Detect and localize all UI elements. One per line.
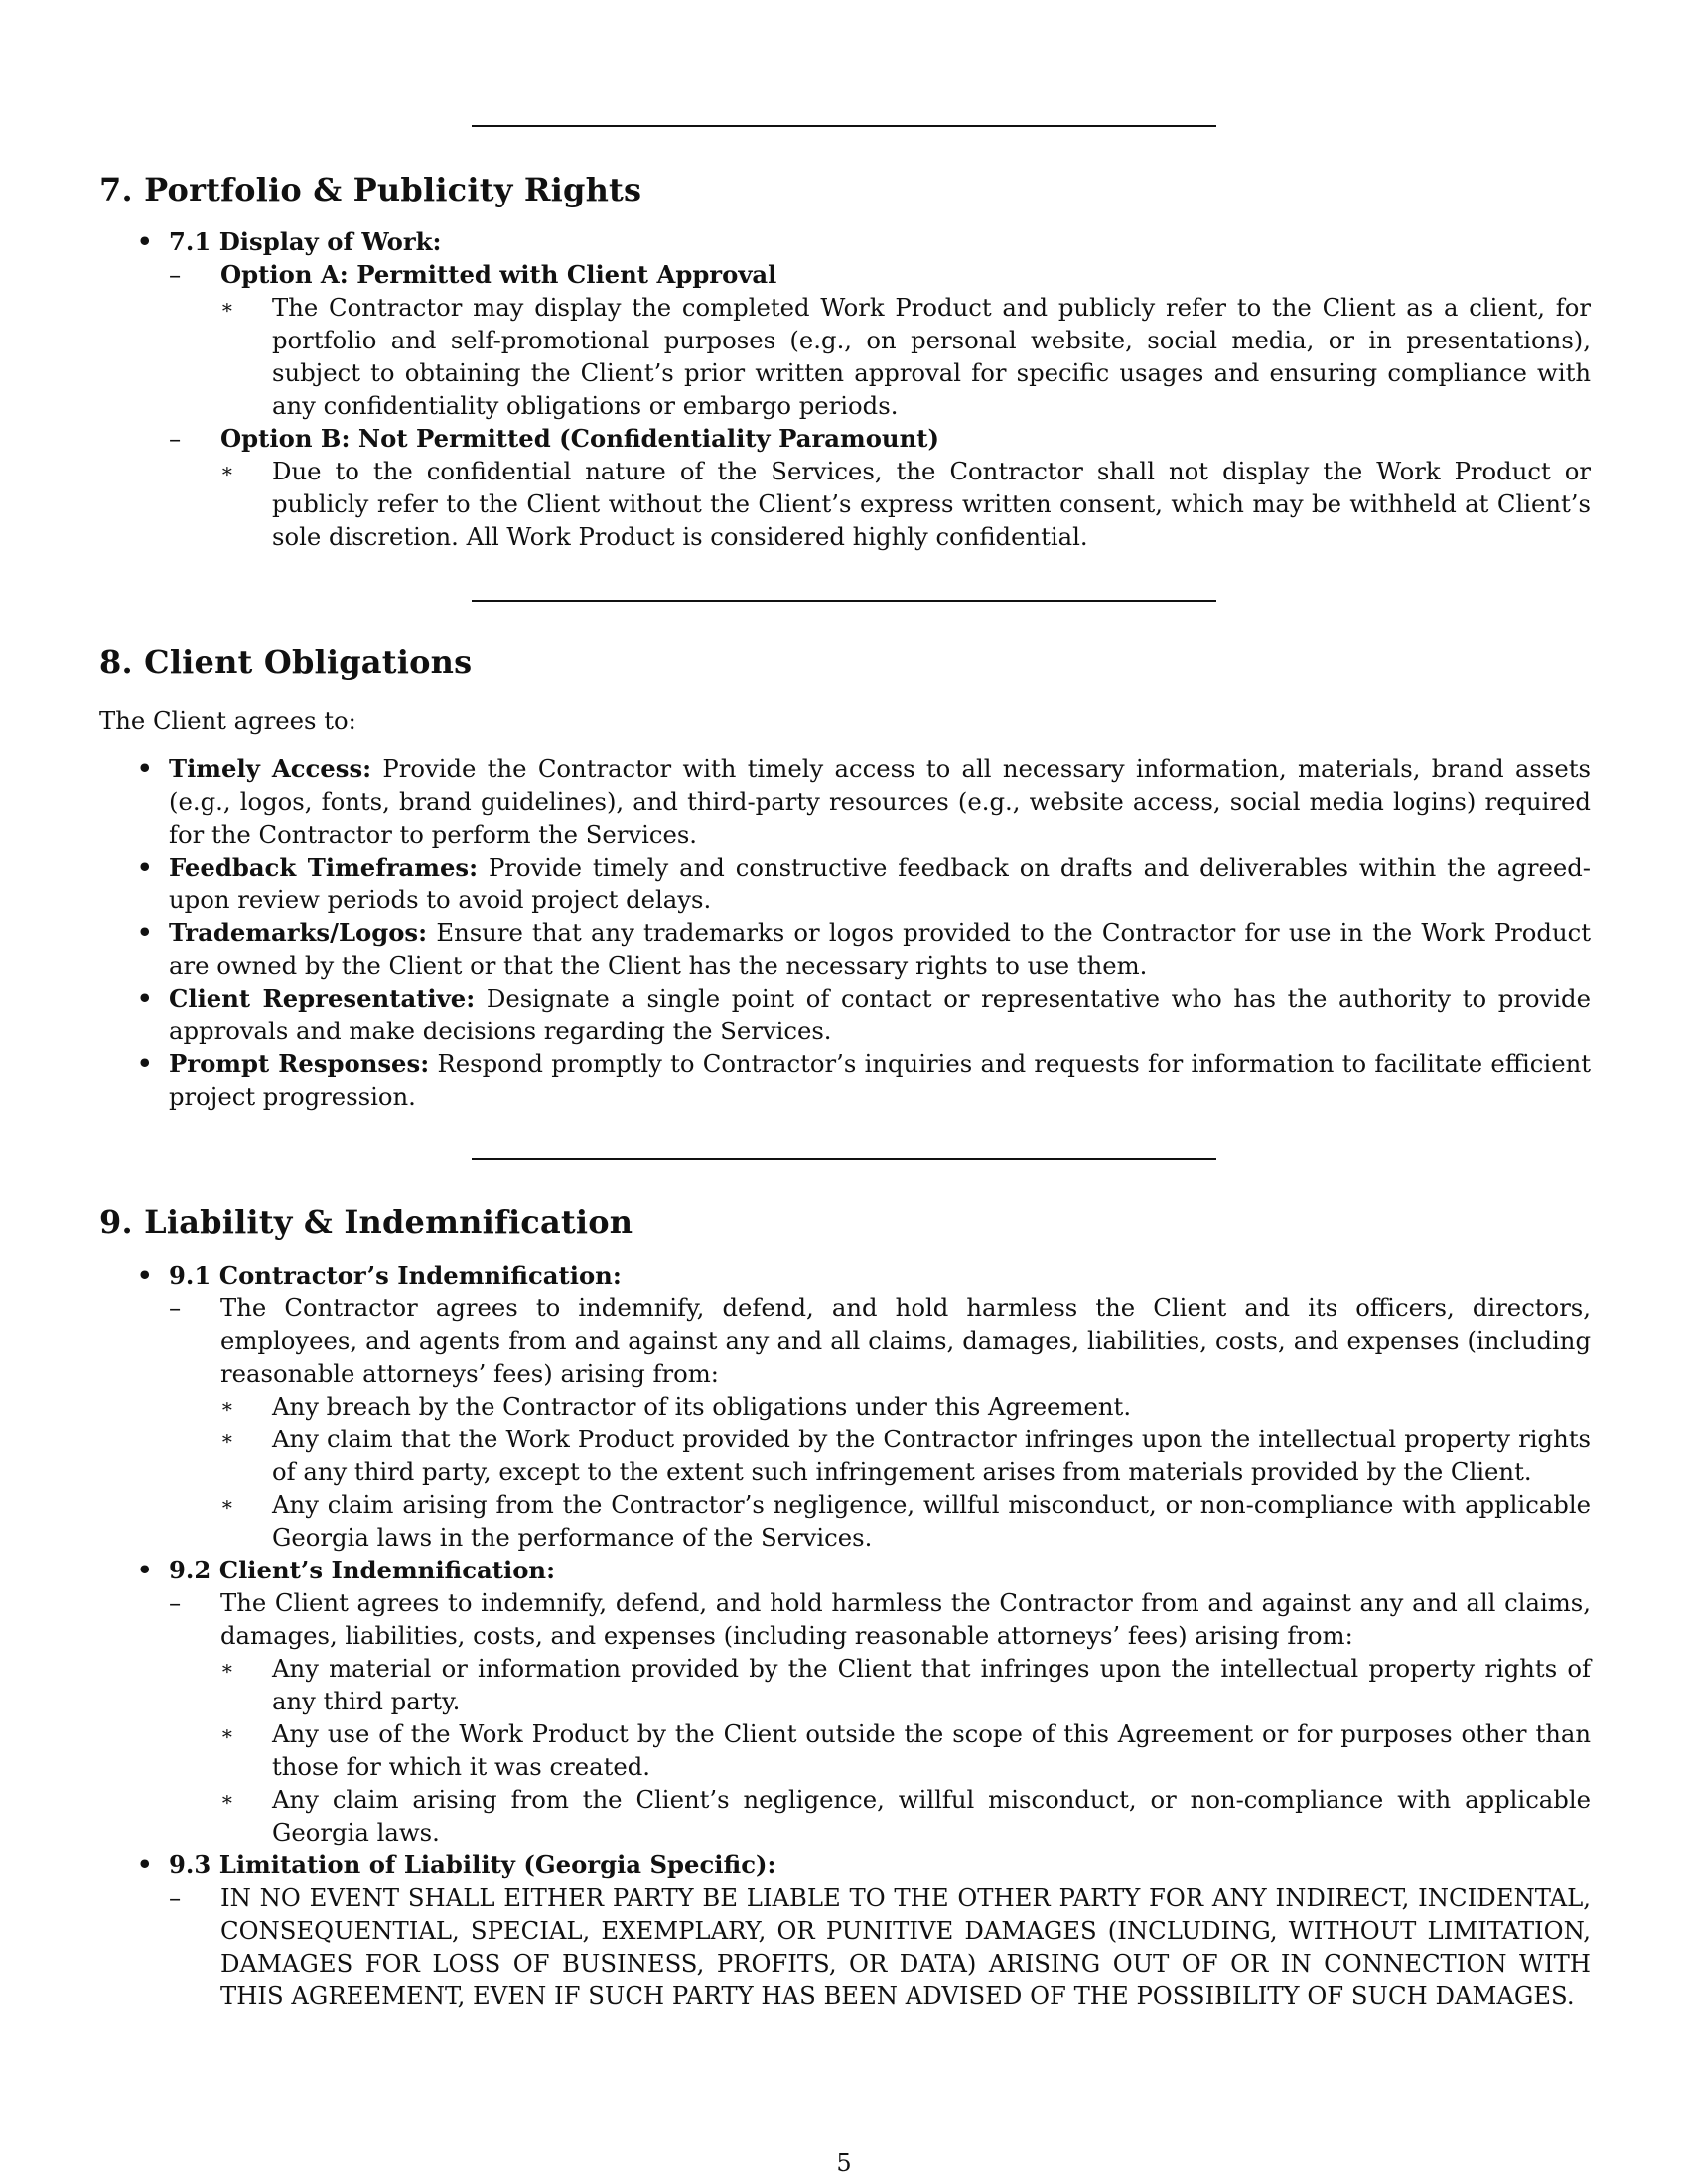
list-item [169,1292,1591,1554]
bullet: • [137,853,153,882]
item-text: Designate a single point of contact or representative who has the authority to provide approvals and make decisions regarding the Services. [169,984,1591,1045]
dash-marker: – [169,1883,182,1912]
document-page [99,0,1591,2184]
section-divider [472,125,1216,127]
list-item [99,1554,1591,1848]
option-b-text: Due to the confidential nature of the Services, the Contractor shall not display the Work Product or publicly refer to the Client without the Client’s express written consent, which may be withheld at Client’s sole discretion. All Work Product is considered highly confidential. [272,457,1591,551]
list-item [220,1717,1591,1783]
item-text: IN NO EVENT SHALL EITHER PARTY BE LIABLE TO THE OTHER PARTY FOR ANY INDIRECT, INCIDENTAL, CONSEQUENTIAL, SPECIAL, EXEMPLARY, OR PUNITIVE DAMAGES (INCLUDING, WITHOUT LIMITATION, DAMAGES FOR LOSS OF BUSINESS, PROFITS, OR DATA) ARISING OUT OF OR IN CONNECTION WITH THIS AGREEMENT, EVEN IF SUCH PARTY HAS BEEN ADVISED OF THE POSSIBILITY OF SUCH DAMAGES. [220,1883,1591,2010]
list-item [220,1390,1591,1423]
list-item [99,916,1591,982]
sub-item-text: Any use of the Work Product by the Client outside the scope of this Agreement or for purposes other than those for which it was created. [272,1719,1591,1781]
bullet: • [137,1850,153,1879]
list-item [99,225,1591,553]
sub-item-text: Any claim arising from the Client’s negligence, willful misconduct, or non-compliance with applicable Georgia laws. [272,1785,1591,1846]
item-label: 9.3 Limitation of Liability (Georgia Specific): [169,1850,776,1879]
dash-marker: – [169,1294,182,1322]
asterisk-marker: ∗ [220,1787,234,1811]
list-item [99,982,1591,1047]
option-a-text: The Contractor may display the completed Work Product and publicly refer to the Client as a client, for portfolio and self-promotional purposes (e.g., on personal website, social media, or in presentations), subject to obtaining the Client’s prior written approval for specific usages and ensuring compliance with any confidentiality obligations or embargo periods. [272,293,1591,420]
section-9-heading: 9. Liability & Indemnification [99,1203,633,1241]
page-number: 5 [836,2149,852,2177]
item-label: Client Representative: [169,984,476,1013]
section-7-body [99,225,1591,553]
item-text: Provide timely and constructive feedback on drafts and deliverables within the agreed-upon review periods to avoid project delays. [169,853,1591,914]
section-7-heading: 7. Portfolio & Publicity Rights [99,171,642,208]
bullet: • [137,1049,153,1078]
item-label: Trademarks/Logos: [169,918,428,947]
list-item [220,1488,1591,1554]
item-label: Feedback Timeframes: [169,853,479,882]
list-item [99,1259,1591,1554]
list-item [169,258,1591,422]
list-item [99,1047,1591,1113]
list-item [169,422,1591,553]
list-item [169,1881,1591,2012]
section-8-heading: 8. Client Obligations [99,643,473,681]
item-text: The Contractor agrees to indemnify, defend, and hold harmless the Client and its officers, directors, employees, and agents from and against any and all claims, damages, liabilities, costs, and expenses (including reasonable attorneys’ fees) arising from: [220,1294,1591,1388]
list-item [99,1848,1591,2012]
bullet: • [137,754,153,783]
option-b-label: Option B: Not Permitted (Confidentiality Paramount) [220,424,939,453]
list-item [220,1652,1591,1717]
item-label: Prompt Responses: [169,1049,430,1078]
list-item [220,455,1591,553]
dash-marker: – [169,424,182,453]
list-item [99,851,1591,916]
item-label: Timely Access: [169,754,372,783]
sub-item-text: Any claim that the Work Product provided by the Contractor infringes upon the intellectual property rights of any third party, except to the extent such infringement arises from materials provided by the Client. [272,1425,1591,1486]
list-item [99,752,1591,851]
item-text: The Client agrees to indemnify, defend, and hold harmless the Contractor from and against any and all claims, damages, liabilities, costs, and expenses (including reasonable attorneys’ fees) arising from: [220,1588,1591,1650]
item-label: 7.1 Display of Work: [169,227,442,256]
item-text: Ensure that any trademarks or logos provided to the Contractor for use in the Work Product are owned by the Client or that the Client has the necessary rights to use them. [169,918,1592,980]
section-divider [472,1158,1216,1160]
section-9-body [99,1259,1591,2012]
bullet: • [137,1261,153,1290]
list-item [220,1423,1591,1488]
dash-marker: – [169,1588,182,1617]
bullet: • [137,1556,153,1584]
dash-marker: – [169,260,182,289]
asterisk-marker: ∗ [220,459,234,482]
section-divider [472,600,1216,602]
asterisk-marker: ∗ [220,1427,234,1450]
item-label: 9.1 Contractor’s Indemnification: [169,1261,622,1290]
asterisk-marker: ∗ [220,1656,234,1680]
sub-item-text: Any claim arising from the Contractor’s negligence, willful misconduct, or non-compliance with applicable Georgia laws in the performance of the Services. [272,1490,1591,1552]
asterisk-marker: ∗ [220,1721,234,1745]
item-text: Respond promptly to Contractor’s inquiries and requests for information to facilitate efficient project progression. [169,1049,1591,1111]
section-8-intro: The Client agrees to: [99,706,356,735]
bullet: • [137,918,153,947]
asterisk-marker: ∗ [220,295,234,319]
item-text: Provide the Contractor with timely access to all necessary information, materials, brand assets (e.g., logos, fonts, brand guidelines), and third-party resources (e.g., website access, social media logins) required for the Contractor to perform the Services. [169,754,1591,849]
asterisk-marker: ∗ [220,1492,234,1516]
asterisk-marker: ∗ [220,1394,234,1418]
sub-item-text: Any material or information provided by the Client that infringes upon the intellectual property rights of any third party. [272,1654,1591,1715]
list-item [169,1586,1591,1848]
bullet: • [137,227,153,256]
item-label: 9.2 Client’s Indemnification: [169,1556,556,1584]
sub-item-text: Any breach by the Contractor of its obligations under this Agreement. [272,1392,1132,1421]
list-item [220,291,1591,422]
bullet: • [137,984,153,1013]
section-8-body [99,704,1591,1113]
option-a-label: Option A: Permitted with Client Approval [220,260,777,289]
list-item [220,1783,1591,1848]
